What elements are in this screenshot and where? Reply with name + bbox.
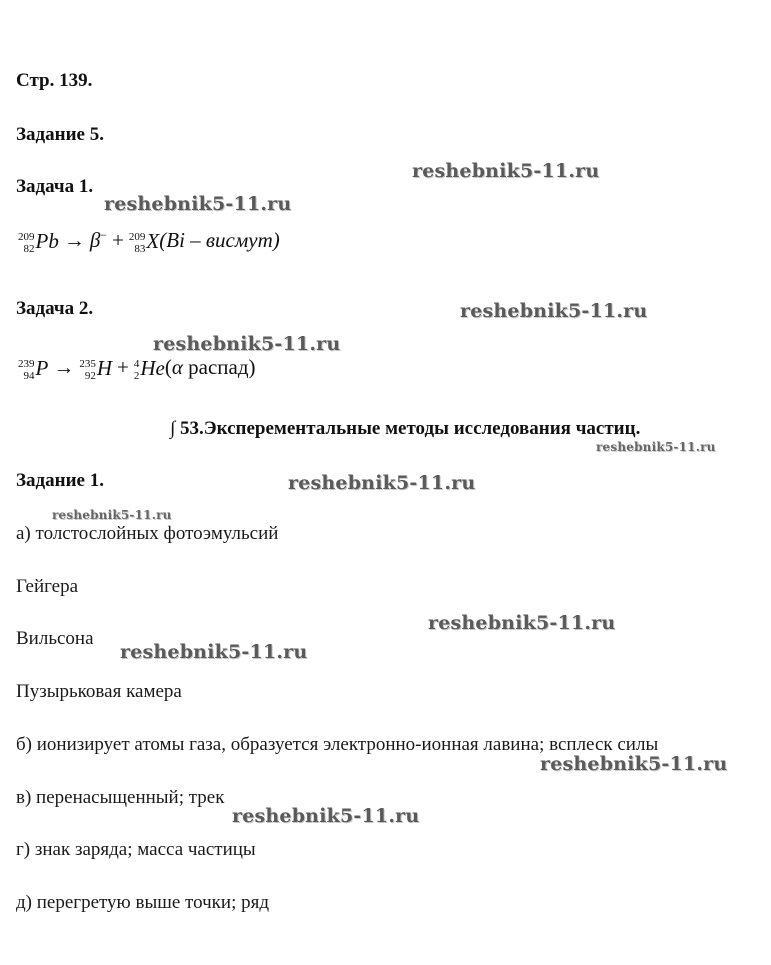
nuclide-he: 4 2 He bbox=[133, 356, 165, 383]
watermark: reshebnik5-11.ru bbox=[52, 508, 172, 522]
answer-d: д) перегретую выше точки; ряд bbox=[16, 892, 270, 913]
answer-wilson: Вильсона bbox=[16, 628, 94, 649]
nuclide-pb: 209 82 Pb bbox=[18, 229, 59, 256]
arrow: → bbox=[63, 228, 85, 252]
task-1-heading: Задание 1. bbox=[16, 470, 104, 491]
answer-v: в) перенасыщенный; трек bbox=[16, 787, 225, 808]
watermark: reshebnik5-11.ru bbox=[596, 440, 716, 454]
formula-1-note: (Bi – висмут) bbox=[159, 228, 280, 252]
answer-bubble: Пузырьковая камера bbox=[16, 681, 182, 702]
task-5-heading: Задание 5. bbox=[16, 124, 104, 145]
watermark: reshebnik5-11.ru bbox=[460, 300, 648, 322]
watermark: reshebnik5-11.ru bbox=[288, 472, 476, 494]
answer-a: а) толстослойных фотоэмульсий bbox=[16, 523, 279, 544]
page-label: Стр. 139. bbox=[16, 70, 93, 91]
answer-g: г) знак заряда; масса частицы bbox=[16, 839, 256, 860]
problem-2-title: Задача 2. bbox=[16, 298, 94, 319]
formula-2: 239 94 P → 235 92 H + 4 2 He(α распад) bbox=[18, 355, 256, 383]
problem-1-title: Задача 1. bbox=[16, 176, 94, 197]
watermark: reshebnik5-11.ru bbox=[412, 160, 600, 182]
section-heading: ∫ 53.Эксперементальные методы исследования частиц. bbox=[170, 418, 641, 439]
answer-b: б) ионизирует атомы газа, образуется электронно-ионная лавина; всплеск силы bbox=[16, 734, 659, 755]
nuclide-p: 239 94 P bbox=[18, 356, 49, 383]
answer-geiger: Гейгера bbox=[16, 576, 79, 597]
watermark: reshebnik5-11.ru bbox=[153, 333, 341, 355]
nuclide-x: 209 83 X bbox=[128, 229, 160, 256]
formula-1: 209 82 Pb → β− + 209 83 X(Bi – висмут) bbox=[18, 228, 280, 256]
nuclide-h: 235 92 H bbox=[79, 356, 112, 383]
watermark: reshebnik5-11.ru bbox=[104, 193, 292, 215]
watermark: reshebnik5-11.ru bbox=[120, 641, 308, 663]
watermark: reshebnik5-11.ru bbox=[232, 805, 420, 827]
watermark: reshebnik5-11.ru bbox=[540, 753, 728, 775]
watermark: reshebnik5-11.ru bbox=[428, 612, 616, 634]
beta-symbol: β bbox=[89, 228, 101, 252]
alpha-symbol: α bbox=[171, 355, 183, 379]
